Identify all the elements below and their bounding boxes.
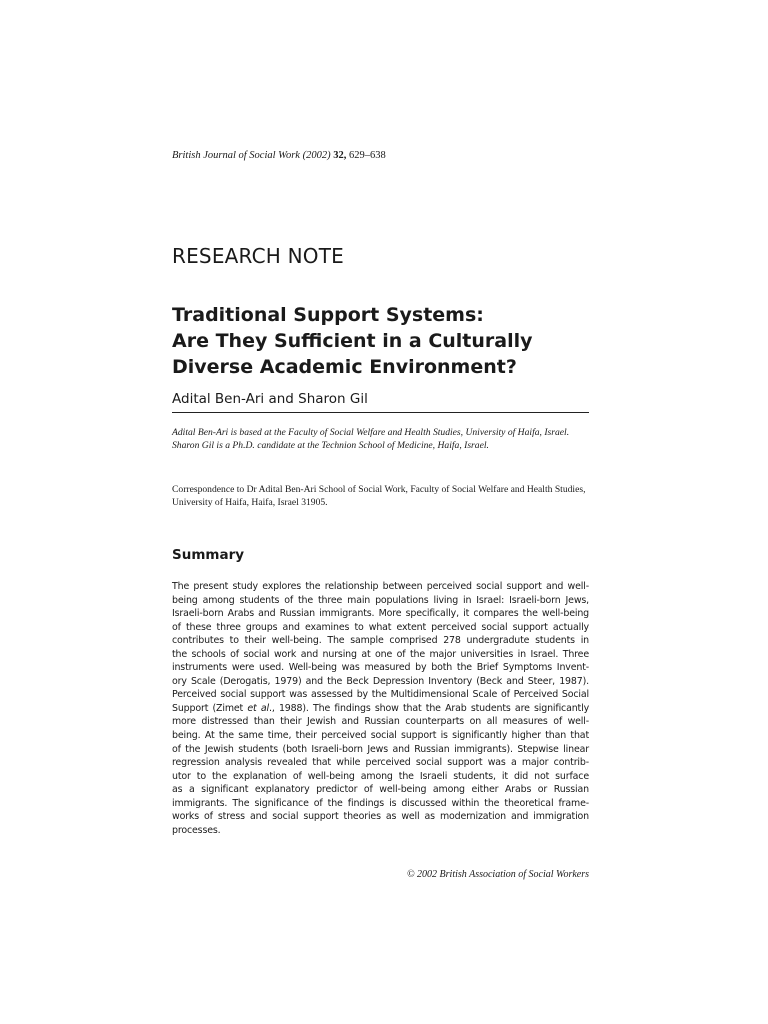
summary-line: as a significant explanatory predictor of well-being among either Arabs or Russian	[172, 784, 589, 796]
section-label: RESEARCH NOTE	[172, 244, 344, 268]
summary-line: ory Scale (Derogatis, 1979) and the Beck Depression Inventory (Beck and Steer, 1987).	[172, 675, 589, 687]
summary-line: works of stress and social support theories as well as modernization and immigration	[172, 811, 589, 823]
summary-line: the schools of social work and nursing at one of the major universities in Israel. Three	[172, 648, 589, 660]
summary-line: immigrants. The significance of the findings is discussed within the theoretical frame-	[172, 797, 589, 809]
summary-line: more distressed than their Jewish and Russian counterparts on all measures of well-	[172, 716, 589, 728]
summary-line-text: Support (Zimet	[172, 702, 248, 714]
correspondence: Correspondence to Dr Adital Ben-Ari School of Social Work, Faculty of Social Welfare and Health Studies, University of Haifa, Haifa, Israel 31905.	[172, 484, 586, 508]
summary-body	[172, 580, 589, 837]
journal-name-year: British Journal of Social Work (2002)	[172, 150, 334, 161]
summary-line: processes.	[172, 824, 221, 836]
summary-line: instruments were used. Well-being was measured by both the Brief Symptoms Invent-	[172, 662, 589, 674]
summary-line: Perceived social support was assessed by the Multidimensional Scale of Perceived Social	[172, 689, 589, 701]
summary-line: being. At the same time, their perceived social support is significantly higher than that	[172, 730, 589, 742]
title-line-3: Diverse Academic Environment?	[172, 356, 517, 378]
affiliations	[172, 427, 589, 452]
summary-line: Israeli-born Arabs and Russian immigrants. More specifically, it compares the well-being	[172, 608, 589, 620]
copyright: © 2002 British Association of Social Workers	[406, 869, 589, 880]
title-divider	[172, 412, 589, 413]
summary-line-text: ., 1988). The findings show that the Arab students are significantly	[268, 702, 590, 714]
affiliation-1: Adital Ben-Ari is based at the Faculty of Social Welfare and Health Studies, University of Haifa, Israel.	[172, 427, 570, 438]
summary-line: of these three groups and examines to what extent perceived social support actually	[172, 621, 589, 633]
summary-line: regression analysis revealed that while perceived social support was a major contrib-	[172, 757, 589, 769]
summary-line: contributes to their well-being. The sample comprised 278 undergradute students in	[172, 635, 589, 647]
journal-volume: 32,	[333, 150, 347, 161]
summary-line-emphasis: et al	[247, 702, 269, 714]
summary-line: being among students of the three main populations living in Israel: Israeli-born Jews,	[172, 594, 589, 606]
title-line-1: Traditional Support Systems:	[172, 304, 484, 326]
summary-line: of the Jewish students (both Israeli-born Jews and Russian immigrants). Stepwise linear	[172, 743, 589, 755]
summary-heading: Summary	[172, 547, 245, 563]
journal-pages: 629–638	[346, 150, 386, 161]
summary-line: utor to the explanation of well-being among the Israeli students, it did not surface	[172, 770, 589, 782]
title-line-2: Are They Sufficient in a Culturally	[172, 330, 533, 352]
journal-citation	[172, 150, 386, 161]
summary-line: The present study explores the relationship between perceived social support and well-	[172, 581, 589, 592]
paper-title	[172, 302, 589, 380]
summary-line	[172, 702, 589, 716]
authors: Adital Ben-Ari and Sharon Gil	[172, 391, 368, 407]
affiliation-2: Sharon Gil is a Ph.D. candidate at the Technion School of Medicine, Haifa, Israel.	[172, 439, 489, 451]
